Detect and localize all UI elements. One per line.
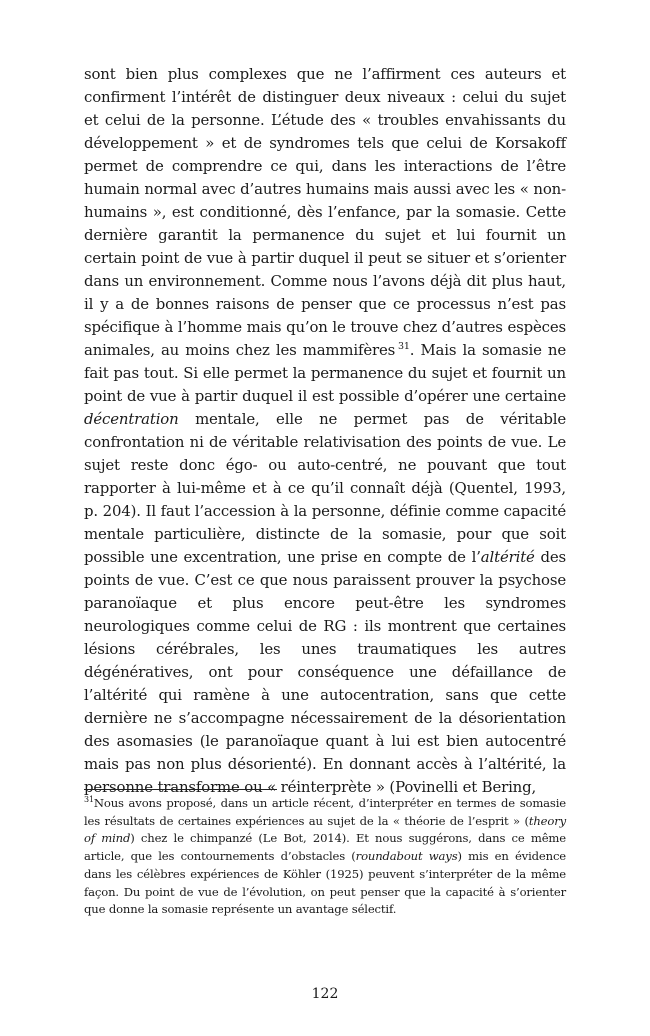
- body-text-segment-3: mentale, elle ne permet pas de véritable confrontation ni de véritable relativisation des points de vue. Le sujet reste donc égo- ou auto-centré, ne pouvant que tout rapporter à lui-même et à ce qu’il connaît déjà (Quentel, 1993, p. 204). Il faut l’accession à la personne, définie comme capacité mentale particulière, distincte de la somasie, pour que soit possible une excentration, une prise en compte de l’: [84, 410, 566, 566]
- footnote-text-segment-1: Nous avons proposé, dans un article récent, d’interpréter en termes de somasie les résultats de certaines expériences au sujet de la « théorie de l’esprit » (: [84, 796, 566, 828]
- body-text-segment-4: des points de vue. C’est ce que nous paraissent prouver la psychose paranoïaque et plus encore peut-être les syndromes neurologiques comme celui de RG : ils montrent que certaines lésions cérébrales, les unes traumatiques les autres dégénératives, ont pour conséquence une défaillance de l’altérité qui ramène à une autocentration, sans que cette dernière ne s’accompagne nécessairement de la désorientation des asomasies (le paranoïaque quant à lui est bien autocentré mais pas non plus désorienté). En donnant accès à l’altérité, la personne transforme ou « réinterprète » (Povinelli et Bering,: [84, 548, 566, 796]
- main-text-block: [84, 63, 566, 799]
- body-text-segment-2: . Mais la somasie ne fait pas tout. Si elle permet la permanence du sujet et fournit un point de vue à partir duquel il est possible d’opérer une certaine: [84, 341, 566, 405]
- footnote-number: 31: [84, 795, 94, 805]
- body-text-segment-1: sont bien plus complexes que ne l’affirment ces auteurs et confirment l’intérêt de distinguer deux niveaux : celui du sujet et celui de la personne. L’étude des « troubles envahissants du développement » et de syndromes tels que celui de Korsakoff permet de comprendre ce qui, dans les interactions de l’être humain normal avec d’autres humains mais aussi avec les « non-humains », est conditionné, dès l’enfance, par la somasie. Cette dernière garantit la permanence du sujet et lui fournit un certain point de vue à partir duquel il peut se situer et s’orienter dans un environnement. Comme nous l’avons déjà dit plus haut, il y a de bonnes raisons de penser que ce processus n’est pas spécifique à l’homme mais qu’on le trouve chez d’autres espèces animales, au moins chez les mammifères: [84, 65, 566, 359]
- footnote-italic-roundabout-ways: roundabout ways: [355, 849, 458, 864]
- footnote-31: [84, 795, 566, 919]
- footnote-text-segment-3: ) mis en évidence dans les célèbres expériences de Köhler (1925) peuvent s’interpréter de la même façon. Du point de vue de l’évolution, on peut penser que la capacité à s’orienter que donne la somasie représente un avantage sélectif.: [84, 849, 566, 917]
- footnote-reference-31[interactable]: 31: [397, 341, 410, 353]
- footnote-separator: [84, 789, 277, 790]
- italic-term-decentration: décentration: [84, 410, 179, 428]
- footnote-text-segment-2: ) chez le chimpanzé (Le Bot, 2014). Et nous suggérons, dans ce même article, que les contournements d’obstacles (: [84, 831, 566, 864]
- body-paragraph: [84, 63, 566, 799]
- page-number: 122: [311, 986, 339, 1002]
- italic-term-alterite: altérité: [480, 548, 535, 566]
- footnote-italic-theory-of-mind: theory of mind: [84, 813, 566, 846]
